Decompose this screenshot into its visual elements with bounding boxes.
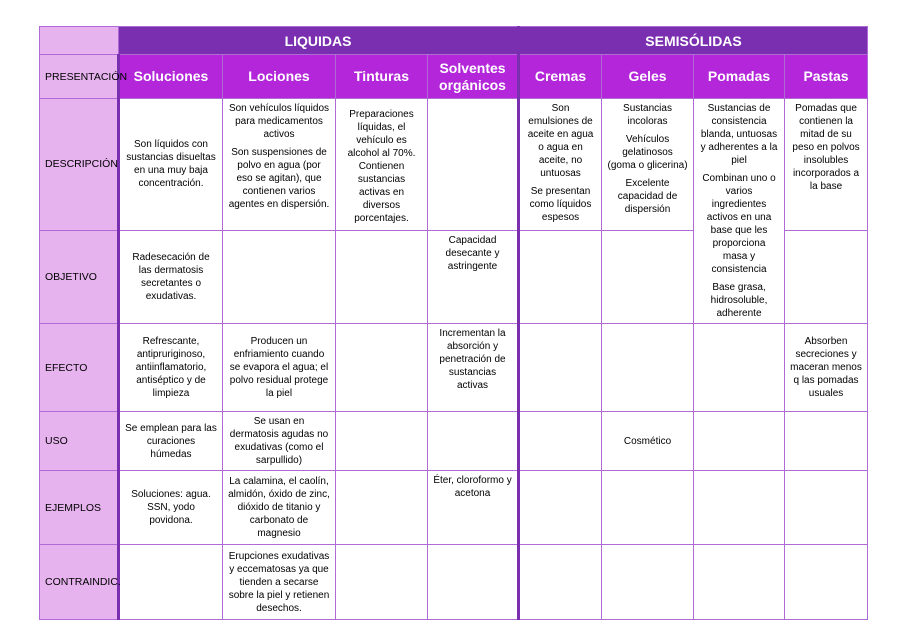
contraindic-cremas [519,545,602,620]
group-liquidas: LIQUIDAS [119,27,519,55]
corner-cell [40,27,119,55]
efecto-soluciones [119,324,223,412]
descripcion-pomadas-text-3: Base grasa, hidrosoluble, adherente [710,282,768,319]
efecto-soluciones-text: Refrescante, antipruriginoso, antiinflamatorio, antiséptico y de limpieza [135,336,207,399]
efecto-pomadas [694,324,785,412]
objetivo-pastas [785,230,868,323]
group-header-row [40,27,868,55]
descripcion-pomadas-text-1: Sustancias de consistencia blanda, untuosas y adherentes a la piel [700,103,778,166]
ejemplos-lociones [223,471,336,545]
descripcion-row [40,99,868,231]
efecto-pastas [785,324,868,412]
descripcion-geles-text-3: Excelente capacidad de dispersión [617,178,678,215]
efecto-lociones-text: Producen un enfriamiento cuando se evapora el agua; el polvo residual protege la piel [229,336,329,399]
contraindic-lociones [223,545,336,620]
contraindic-soluciones [119,545,223,620]
contraindic-row [40,545,868,620]
uso-soluciones-text: Se emplean para las curaciones húmedas [125,422,217,460]
descripcion-lociones [223,99,336,231]
col-header-solventes: Solventes orgánicos [428,55,519,99]
efecto-row [40,324,868,412]
row-label-ejemplos: EJEMPLOS [40,471,119,545]
uso-pastas [785,412,868,471]
descripcion-soluciones-text: Son líquidos con sustancias disueltas en una muy baja concentración. [126,139,216,190]
row-label-descripcion: DESCRIPCIÓN [40,99,119,231]
col-header-soluciones: Soluciones [119,55,223,99]
row-label-contraindic: CONTRAINDIC. [40,545,119,620]
descripcion-pomadas [694,99,785,324]
descripcion-pastas [785,99,868,231]
col-header-cremas: Cremas [519,55,602,99]
col-header-geles: Geles [602,55,694,99]
uso-cremas [519,412,602,471]
comparison-table [39,26,868,620]
contraindic-solventes [428,545,519,620]
uso-solventes [428,412,519,471]
descripcion-cremas-text-1: Son emulsiones de aceite en agua o agua en aceite, no untuosas [527,103,594,179]
uso-lociones-text: Se usan en dermatosis agudas no exudativas (como el sarpullido) [229,416,329,466]
efecto-lociones [223,324,336,412]
contraindic-pomadas [694,545,785,620]
row-label-presentacion: PRESENTACIÓN [40,55,119,99]
ejemplos-soluciones-text: Soluciones: agua. SSN, yodo povidona. [131,489,211,526]
ejemplos-solventes-text: Éter, cloroformo y acetona [433,475,512,499]
uso-tinturas [336,412,428,471]
objetivo-soluciones [119,230,223,323]
objetivo-cremas [519,230,602,323]
uso-pomadas [694,412,785,471]
contraindic-pastas [785,545,868,620]
ejemplos-pastas [785,471,868,545]
col-header-lociones: Lociones [223,55,336,99]
uso-soluciones [119,412,223,471]
ejemplos-pomadas [694,471,785,545]
objetivo-soluciones-text: Radesecación de las dermatosis secretantes o exudativas. [132,251,210,302]
ejemplos-soluciones [119,471,223,545]
objetivo-solventes-text: Capacidad desecante y astringente [445,234,500,272]
descripcion-tinturas-text: Preparaciones líquidas, el vehículo es alcohol al 70%. Contienen sustancias activas en diversos porcentajes. [347,109,416,224]
row-label-efecto: EFECTO [40,324,119,412]
row-label-uso: USO [40,412,119,471]
descripcion-solventes [428,99,519,231]
descripcion-lociones-text-2: Son suspensiones de polvo en agua (por eso se agitan), que contienen varios agentes en dispersión. [228,147,330,210]
ejemplos-lociones-text: La calamina, el caolín, almidón, óxido de zinc, dióxido de titanio y carbonato de magnesio [228,476,330,539]
efecto-solventes [428,324,519,412]
descripcion-cremas-text-2: Se presentan como líquidos espesos [529,186,592,223]
contraindic-geles [602,545,694,620]
descripcion-geles [602,99,694,231]
efecto-geles [602,324,694,412]
col-header-pomadas: Pomadas [694,55,785,99]
uso-lociones [223,412,336,471]
efecto-tinturas [336,324,428,412]
efecto-cremas [519,324,602,412]
col-header-pastas: Pastas [785,55,868,99]
descripcion-cremas [519,99,602,231]
descripcion-lociones-text-1: Son vehículos líquidos para medicamentos activos [228,103,330,140]
presentacion-row [40,55,868,99]
uso-geles-text: Cosmético [623,435,672,447]
objetivo-solventes [428,230,519,323]
efecto-solventes-text: Incrementan la absorción y penetración de sustancias activas [439,328,506,391]
objetivo-geles [602,230,694,323]
ejemplos-tinturas [336,471,428,545]
uso-geles [602,412,694,471]
ejemplos-geles [602,471,694,545]
ejemplos-cremas [519,471,602,545]
descripcion-pastas-text: Pomadas que contienen la mitad de su peso en polvos insolubles incorporados a la base [792,103,860,192]
descripcion-pomadas-text-2: Combinan uno o varios ingredientes activos en una base que les proporciona masa y consistencia [702,173,776,275]
contraindic-lociones-text: Erupciones exudativas y eccematosas ya que tienden a secarse sobre la piel y retienen desechos. [228,550,330,614]
descripcion-geles-text-1: Sustancias incoloras [623,103,672,127]
contraindic-tinturas [336,545,428,620]
group-semisolidas: SEMISÓLIDAS [519,27,868,55]
col-header-tinturas: Tinturas [336,55,428,99]
descripcion-tinturas [336,99,428,231]
objetivo-tinturas [336,230,428,323]
ejemplos-row [40,471,868,545]
row-label-objetivo: OBJETIVO [40,230,119,323]
uso-row [40,412,868,471]
ejemplos-solventes [428,471,519,545]
descripcion-geles-text-2: Vehículos gelatinosos (goma o glicerina) [607,134,688,171]
objetivo-lociones [223,230,336,323]
efecto-pastas-text: Absorben secreciones y maceran menos q las pomadas usuales [790,336,862,399]
descripcion-soluciones [119,99,223,231]
